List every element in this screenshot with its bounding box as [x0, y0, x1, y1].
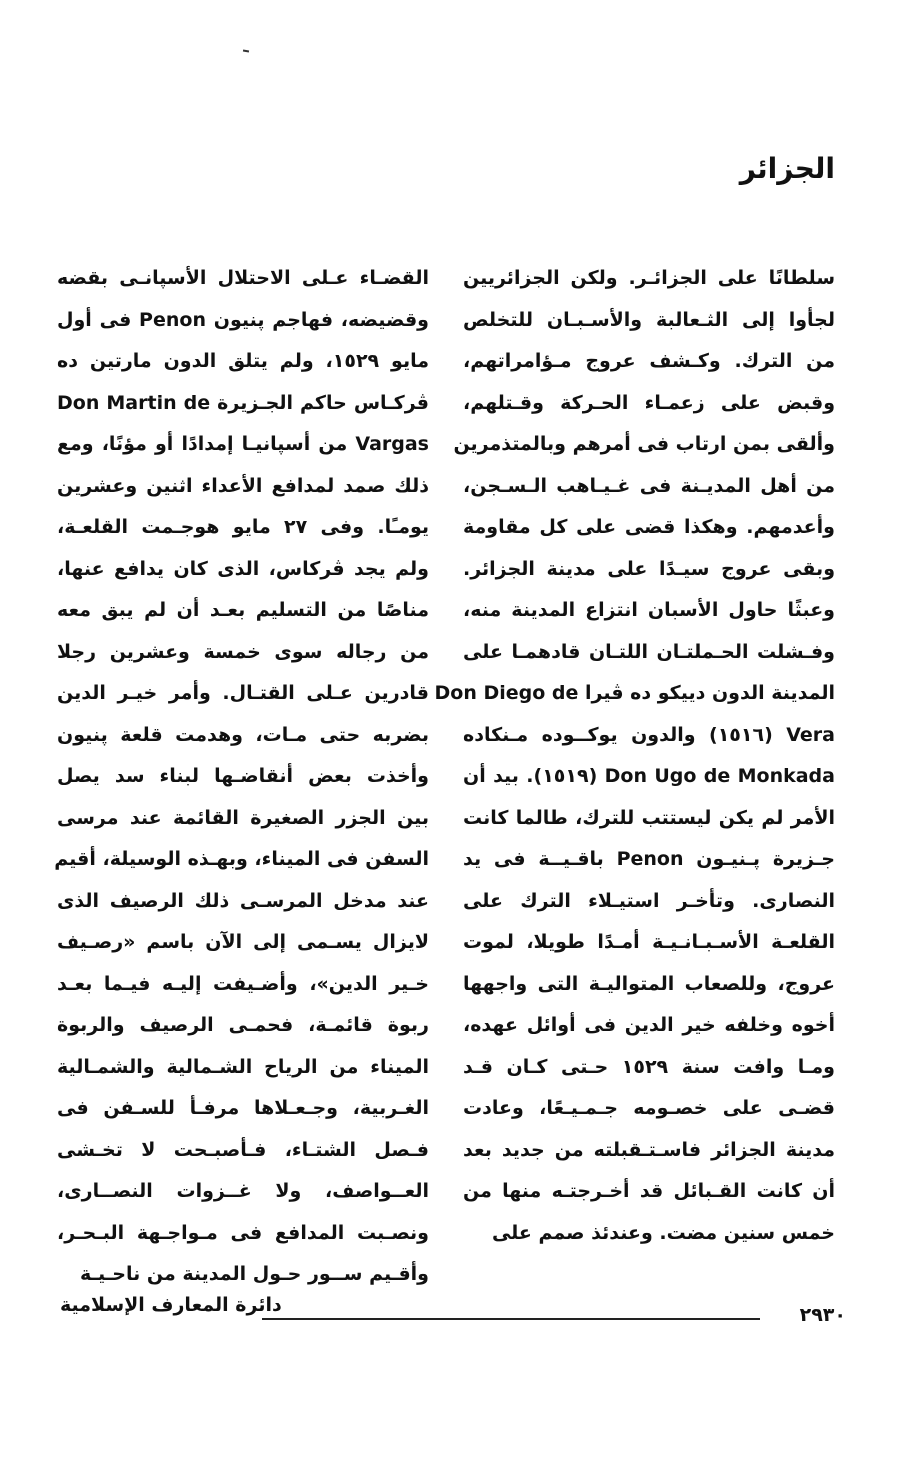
text-line: لجأوا إلى الثـعالبة والأسـبـان للتخلص [463, 308, 835, 331]
text-line: خـير الدين»، وأضـيفت إليـه فيـما بعـد [57, 972, 429, 995]
text-line: الأمر لم يكن ليستتب للترك، طالما كانت [463, 806, 835, 829]
text-line: أخوه وخلفه خير الدين فى أوائل عهده، [463, 1014, 835, 1036]
text-line: خمس سنين مضت. وعندئذ صمم على [491, 1221, 835, 1244]
text-column-left [54, 258, 430, 1296]
text-line: بين الجزر الصغيرة القائمة عند مرسى [57, 806, 429, 829]
text-line: مدينة الجزائر فاسـتـقبلته من جديد بعد [463, 1138, 835, 1161]
text-line: وبقى عروج سيـدًا على مدينة الجزائر. [463, 557, 835, 580]
text-line: وأعدمهم. وهكذا قضى على كل مقاومة [463, 516, 835, 538]
text-line: السفن فى الميناء، وبهـذه الوسيلة، أقيم [54, 848, 429, 870]
text-line: عروج، وللصعاب المتواليـة التى واجهها [463, 972, 835, 995]
text-line: وأخذت بعض أنقاضـها لبناء سد يصل [57, 765, 429, 787]
text-line: ومـا وافت سنة ١٥٢٩ حـتى كـان قـد [463, 1055, 835, 1078]
text-line: وقضيضه، فهاجم پنيون Penon فى أول [57, 308, 429, 331]
text-line: Don Ugo de Monkada (١٥١٩). بيد أن [463, 765, 835, 787]
text-line: الميناء من الرياح الشـمالية والشمـالية [57, 1055, 429, 1078]
text-line: فـصل الشتـاء، فـأصبـحت لا تخـشى [57, 1138, 429, 1161]
text-line: وفـشلت الحـملتـان اللتـان قادهمـا على [463, 640, 835, 663]
footer-rule [262, 1318, 760, 1320]
text-line: ڤركـاس حاكم الجـزيرة Don Martin de [57, 391, 429, 414]
text-line: لايزال يسـمى إلى الآن باسم «رصـيف [57, 931, 429, 953]
text-line: العــواصف، ولا غــزوات النصــارى، [57, 1180, 429, 1202]
text-line: القضـاء عـلى الاحتلال الأسپانـى بقضه [57, 267, 429, 289]
text-line: وألقى بمن ارتاب فى أمرهم وبالمتذمرين [453, 433, 835, 455]
text-line: من أهل المديـنة فى غـيـاهب الـسـجن، [463, 474, 835, 497]
text-line: سلطانًا على الجزائـر. ولكن الجزائريين [463, 267, 835, 289]
scan-speck [243, 49, 249, 52]
text-line: أن كانت القـبائل قد أخـرجتـه منها من [463, 1180, 835, 1202]
page-number: ٢٩٣٠ [799, 1304, 846, 1326]
text-line: Vera (١٥١٦) والدون يوكــوده مـنكاده [463, 723, 835, 746]
footer-title: دائرة المعارف الإسلامية [60, 1294, 282, 1316]
text-line: جـزيرة پـنيـون Penon باقـيــة فى يد [463, 848, 835, 870]
text-line: عند مدخل المرسـى ذلك الرصيف الذى [57, 889, 429, 912]
text-line: النصارى. وتأخـر استيـلاء الترك على [463, 889, 835, 912]
text-line: وعبثًا حاول الأسبان انتزاع المدينة منه، [463, 599, 835, 621]
text-line: من الترك. وكـشف عروج مـؤامراتهم، [463, 350, 835, 372]
text-line: من رجاله سوى خمسة وعشرين رجلا [57, 640, 429, 663]
text-line: قادرين عـلى القتـال. وأمر خيـر الدين [57, 682, 429, 704]
text-line: وأقـيم ســور حـول المدينة من ناحـيـة [80, 1263, 429, 1285]
text-line: مايو ١٥٢٩، ولم يتلق الدون مارتين ده [57, 350, 429, 372]
text-line: Vargas من أسپانيـا إمدادًا أو مؤنًا، ومع [57, 433, 429, 455]
section-title: الجزائر [739, 152, 835, 185]
text-line: ربوة قائمـة، فحمـى الرصيف والربوة [57, 1014, 429, 1036]
text-line: مناصًا من التسليم بعـد أن لم يبق معه [57, 599, 429, 621]
text-line: ونصـبت المدافع فى مـواجـهة البـحـر، [57, 1221, 429, 1244]
text-line: المدينة الدون دييكو ده ڤيرا Don Diego de [434, 682, 835, 704]
text-line: ذلك صمد لمدافع الأعداء اثنين وعشرين [57, 474, 429, 497]
page-footer [60, 1294, 846, 1330]
text-line: بضربه حتى مـات، وهدمت قلعة پنيون [57, 723, 429, 746]
text-line: الغـربية، وجـعـلاها مرفـأ للسـفن فى [57, 1097, 429, 1119]
text-column-right [434, 258, 835, 1254]
text-line: القلعـة الأسـبـانـيـة أمـدًا طويلا، لموت [463, 931, 835, 953]
text-line: يومـًا. وفى ٢٧ مايو هوجـمت القلعـة، [57, 516, 430, 538]
text-line: قضـى على خصـومه جـمـيـعًا، وعادت [463, 1097, 835, 1119]
text-line: وقبض على زعمـاء الحـركة وقـتلهم، [463, 391, 835, 414]
text-line: ولم يجد ڤركاس، الذى كان يدافع عنها، [57, 557, 429, 580]
